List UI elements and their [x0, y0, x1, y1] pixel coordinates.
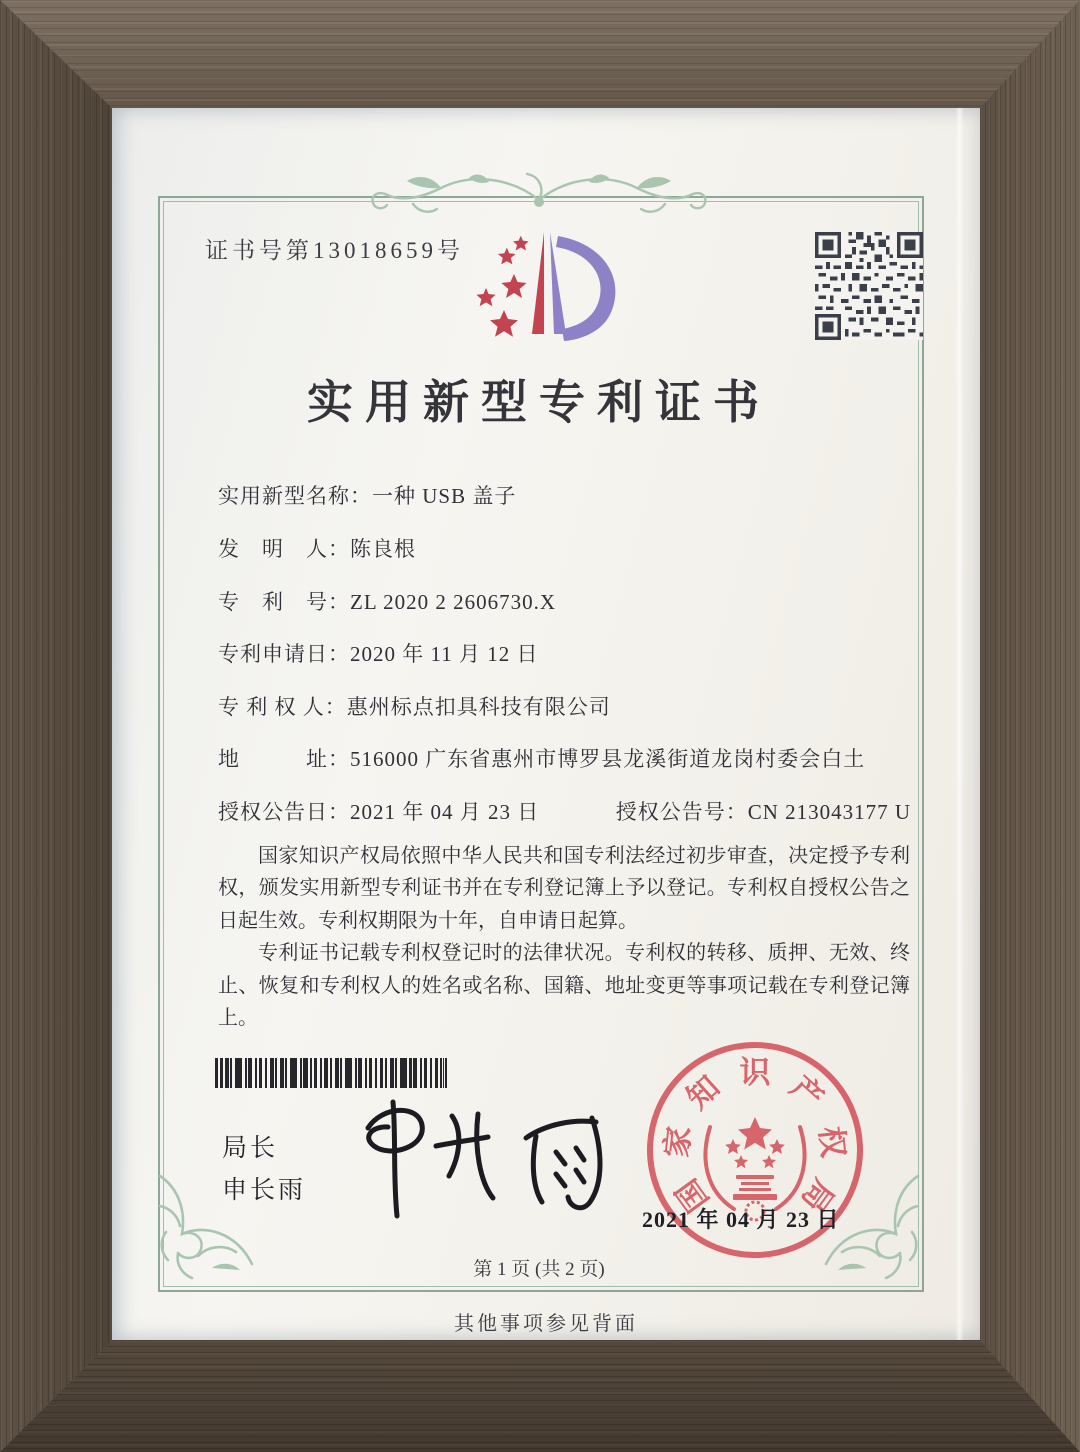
seal-char: 权: [813, 1124, 852, 1160]
field-value: ZL 2020 2 2606730.X: [350, 590, 557, 614]
field-label: 发 明 人：: [218, 537, 350, 561]
field-row-patentee: [218, 691, 611, 721]
seal-char: 产: [783, 1069, 831, 1116]
wood-frame-left: [0, 0, 112, 1452]
director-name: 申长雨: [222, 1176, 307, 1204]
grant-date-label: 授权公告日：: [218, 800, 350, 824]
director-title: 局长: [222, 1134, 279, 1162]
field-row-patent-no: [218, 586, 556, 616]
body-paragraph: 国家知识产权局依照中华人民共和国专利法经过初步审查，决定授予专利权，颁发实用新型专利证书并在专利登记簿上予以登记。专利权自授权公告之日起生效。专利权期限为十年，自申请日起算。: [218, 845, 910, 932]
page-info: 第 1 页 (共 2 页): [473, 1259, 605, 1280]
grant-no-value: CN 213043177 U: [747, 800, 912, 824]
wood-frame-top: [0, 0, 1080, 108]
field-value: 516000 广东省惠州市博罗县龙溪街道龙岗村委会白土: [350, 747, 866, 771]
certificate-title: 实用新型专利证书: [307, 377, 771, 428]
wood-frame-right: [980, 0, 1080, 1452]
field-row-name: [218, 480, 516, 510]
grant-no-label: 授权公告号：: [615, 800, 748, 824]
body-paragraph: 专利证书记载专利权登记时的法律状况。专利权的转移、质押、无效、终止、恢复和专利权人的姓名或名称、国籍、地址变更等事项记载在专利登记簿上。: [218, 942, 910, 1029]
field-value: 2020 年 11 月 12 日: [350, 642, 539, 666]
field-row-inventor: [218, 533, 416, 563]
field-label: 专 利 权 人：: [218, 695, 347, 719]
seal-char: 局: [794, 1172, 841, 1219]
field-label: 地 址：: [218, 747, 350, 771]
seal-char: 识: [739, 1055, 771, 1090]
cnipa-logo-icon: [470, 222, 630, 352]
seal-date: 2021 年 04 月 23 日: [642, 1207, 840, 1232]
certificate-number: 证书号第13018659号: [205, 238, 464, 263]
field-value: 陈良根: [350, 537, 416, 561]
top-ornament: [309, 164, 769, 228]
seal-char: 国: [669, 1172, 716, 1219]
field-row-grant: [218, 796, 911, 826]
wood-frame-bottom: [0, 1340, 1080, 1452]
field-row-filing-date: [218, 638, 538, 668]
qr-code: [815, 232, 923, 340]
field-row-address: [218, 743, 865, 773]
seal-char: 家: [658, 1124, 697, 1160]
field-value: 惠州标点扣具科技有限公司: [346, 695, 611, 719]
field-value: 一种 USB 盖子: [372, 484, 517, 508]
footer-note: 其他事项参见背面: [454, 1313, 638, 1335]
field-label: 专利申请日：: [218, 642, 350, 666]
glass-reflection: [955, 108, 964, 1340]
certificate-paper: [112, 108, 980, 1340]
field-label: 实用新型名称：: [218, 484, 372, 508]
barcode: [215, 1058, 447, 1088]
certificate-body: [218, 840, 910, 1034]
seal-char: 知: [679, 1069, 727, 1116]
director-signature: [330, 1092, 640, 1227]
national-emblem: [725, 1117, 785, 1200]
grant-date-value: 2021 年 04 月 23 日: [350, 800, 540, 824]
field-label: 专 利 号：: [218, 590, 350, 614]
